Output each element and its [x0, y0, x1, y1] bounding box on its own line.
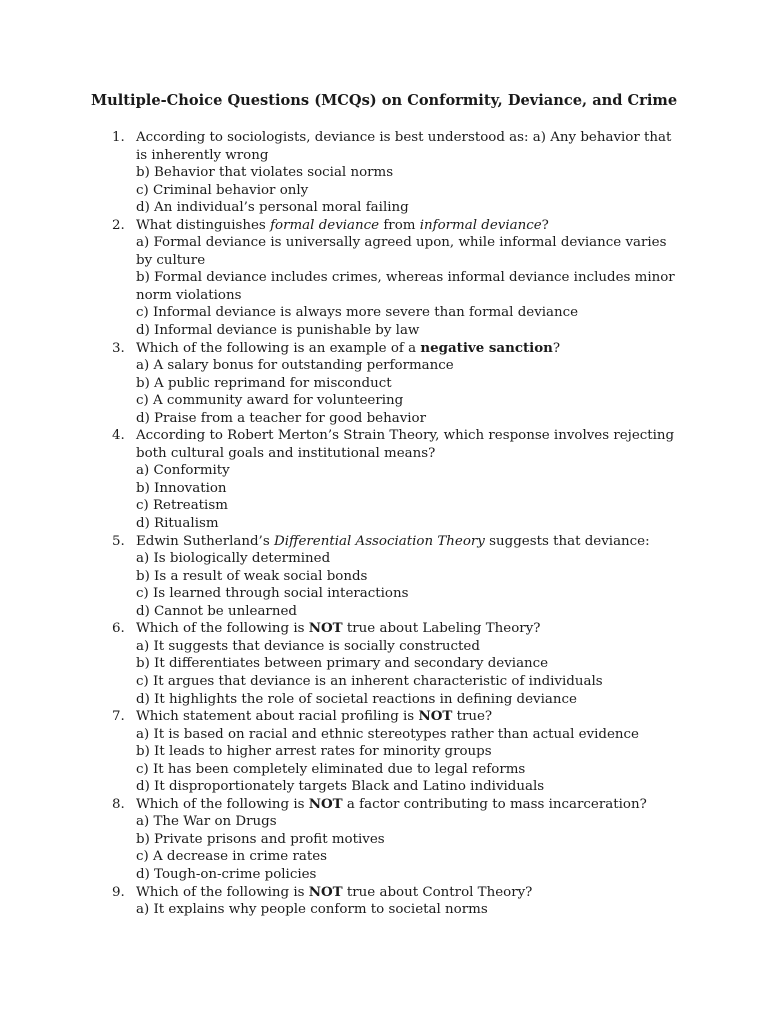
option-a: a) It is based on racial and ethnic stereotypes rather than actual evidence — [136, 726, 639, 742]
question-stem: According to Robert Merton’s Strain Theory, which response involves rejecting both cultural goals and institutional means? — [136, 428, 675, 461]
question-3 — [0, 340, 681, 428]
question-number: 7. — [112, 709, 125, 725]
option-c: c) A community award for volunteering — [136, 393, 404, 409]
option-d: d) An individual’s personal moral failing — [136, 200, 409, 216]
bold-term: NOT — [308, 620, 343, 637]
option-b: b) Private prisons and profit motives — [136, 831, 385, 847]
question-6 — [0, 620, 681, 708]
option-a: a) A salary bonus for outstanding performance — [136, 358, 454, 374]
option-a: a) Formal deviance is universally agreed upon, while informal deviance varies by culture — [136, 235, 667, 268]
question-stem: Which of the following is NOT true about Control Theory? — [136, 883, 533, 900]
question-stem: Which of the following is NOT true about Labeling Theory? — [136, 620, 541, 637]
question-number: 3. — [112, 340, 125, 356]
option-d: d) Praise from a teacher for good behavior — [136, 410, 427, 426]
option-c: c) Is learned through social interactions — [136, 586, 409, 602]
question-stem: Which of the following is NOT a factor contributing to mass incarceration? — [136, 795, 647, 812]
bold-term: NOT — [308, 883, 343, 900]
option-c: c) Retreatism — [136, 498, 228, 514]
option-a: a) It explains why people conform to societal norms — [136, 902, 488, 918]
bold-term: NOT — [308, 795, 343, 812]
italic-term: formal deviance — [270, 217, 380, 233]
option-d: d) Informal deviance is punishable by law — [136, 323, 420, 339]
option-d: d) It disproportionately targets Black and Latino individuals — [136, 779, 545, 795]
question-list — [0, 129, 768, 919]
question-number: 6. — [112, 621, 125, 637]
question-stem: Edwin Sutherland’s Differential Association Theory suggests that deviance: — [136, 533, 650, 549]
option-a: a) Is biologically determined — [136, 551, 331, 567]
option-b: b) Behavior that violates social norms — [136, 165, 394, 181]
option-c: c) It argues that deviance is an inherent characteristic of individuals — [136, 673, 603, 689]
question-8 — [0, 796, 681, 884]
question-7 — [0, 708, 681, 796]
option-b: b) Formal deviance includes crimes, whereas informal deviance includes minor norm violations — [136, 270, 675, 303]
bold-term: negative sanction — [420, 339, 553, 356]
option-c: c) A decrease in crime rates — [136, 849, 328, 865]
question-stem: Which statement about racial profiling is NOT true? — [136, 708, 493, 725]
question-1 — [0, 129, 681, 217]
option-b: b) Innovation — [136, 480, 227, 496]
option-d: d) Tough-on-crime policies — [136, 866, 317, 882]
document-title: Multiple-Choice Questions (MCQs) on Conformity, Deviance, and Crime — [91, 92, 678, 109]
option-a: a) The War on Drugs — [136, 814, 277, 830]
option-d: d) Ritualism — [136, 516, 219, 532]
option-b: b) Is a result of weak social bonds — [136, 568, 368, 584]
option-c: c) Criminal behavior only — [136, 182, 309, 198]
question-4 — [0, 427, 681, 532]
question-stem: Which of the following is an example of a negative sanction? — [136, 339, 561, 356]
option-b: b) It differentiates between primary and secondary deviance — [136, 656, 549, 672]
option-a: a) It suggests that deviance is socially constructed — [136, 638, 480, 654]
option-a: a) Conformity — [136, 463, 230, 479]
question-2 — [0, 217, 681, 340]
question-number: 8. — [112, 796, 125, 812]
italic-term: Differential Association Theory — [273, 533, 485, 549]
option-c: c) It has been completely eliminated due to legal reforms — [136, 761, 526, 777]
question-5 — [0, 533, 681, 621]
bold-term: NOT — [418, 708, 453, 725]
question-9 — [0, 884, 681, 919]
option-c: c) Informal deviance is always more severe than formal deviance — [136, 305, 579, 321]
italic-term: informal deviance — [419, 217, 542, 233]
option-d: d) Cannot be unlearned — [136, 603, 297, 619]
question-stem: According to sociologists, deviance is best understood as: a) Any behavior that is inherently wrong — [136, 130, 672, 163]
question-number: 9. — [112, 884, 125, 900]
option-b: b) It leads to higher arrest rates for minority groups — [136, 744, 492, 760]
option-d: d) It highlights the role of societal reactions in defining deviance — [136, 691, 577, 707]
question-number: 5. — [112, 533, 125, 549]
question-number: 4. — [112, 428, 125, 444]
option-b: b) A public reprimand for misconduct — [136, 375, 392, 391]
question-number: 1. — [112, 130, 125, 145]
question-stem: What distinguishes formal deviance from informal deviance? — [136, 217, 549, 233]
question-number: 2. — [112, 217, 125, 233]
